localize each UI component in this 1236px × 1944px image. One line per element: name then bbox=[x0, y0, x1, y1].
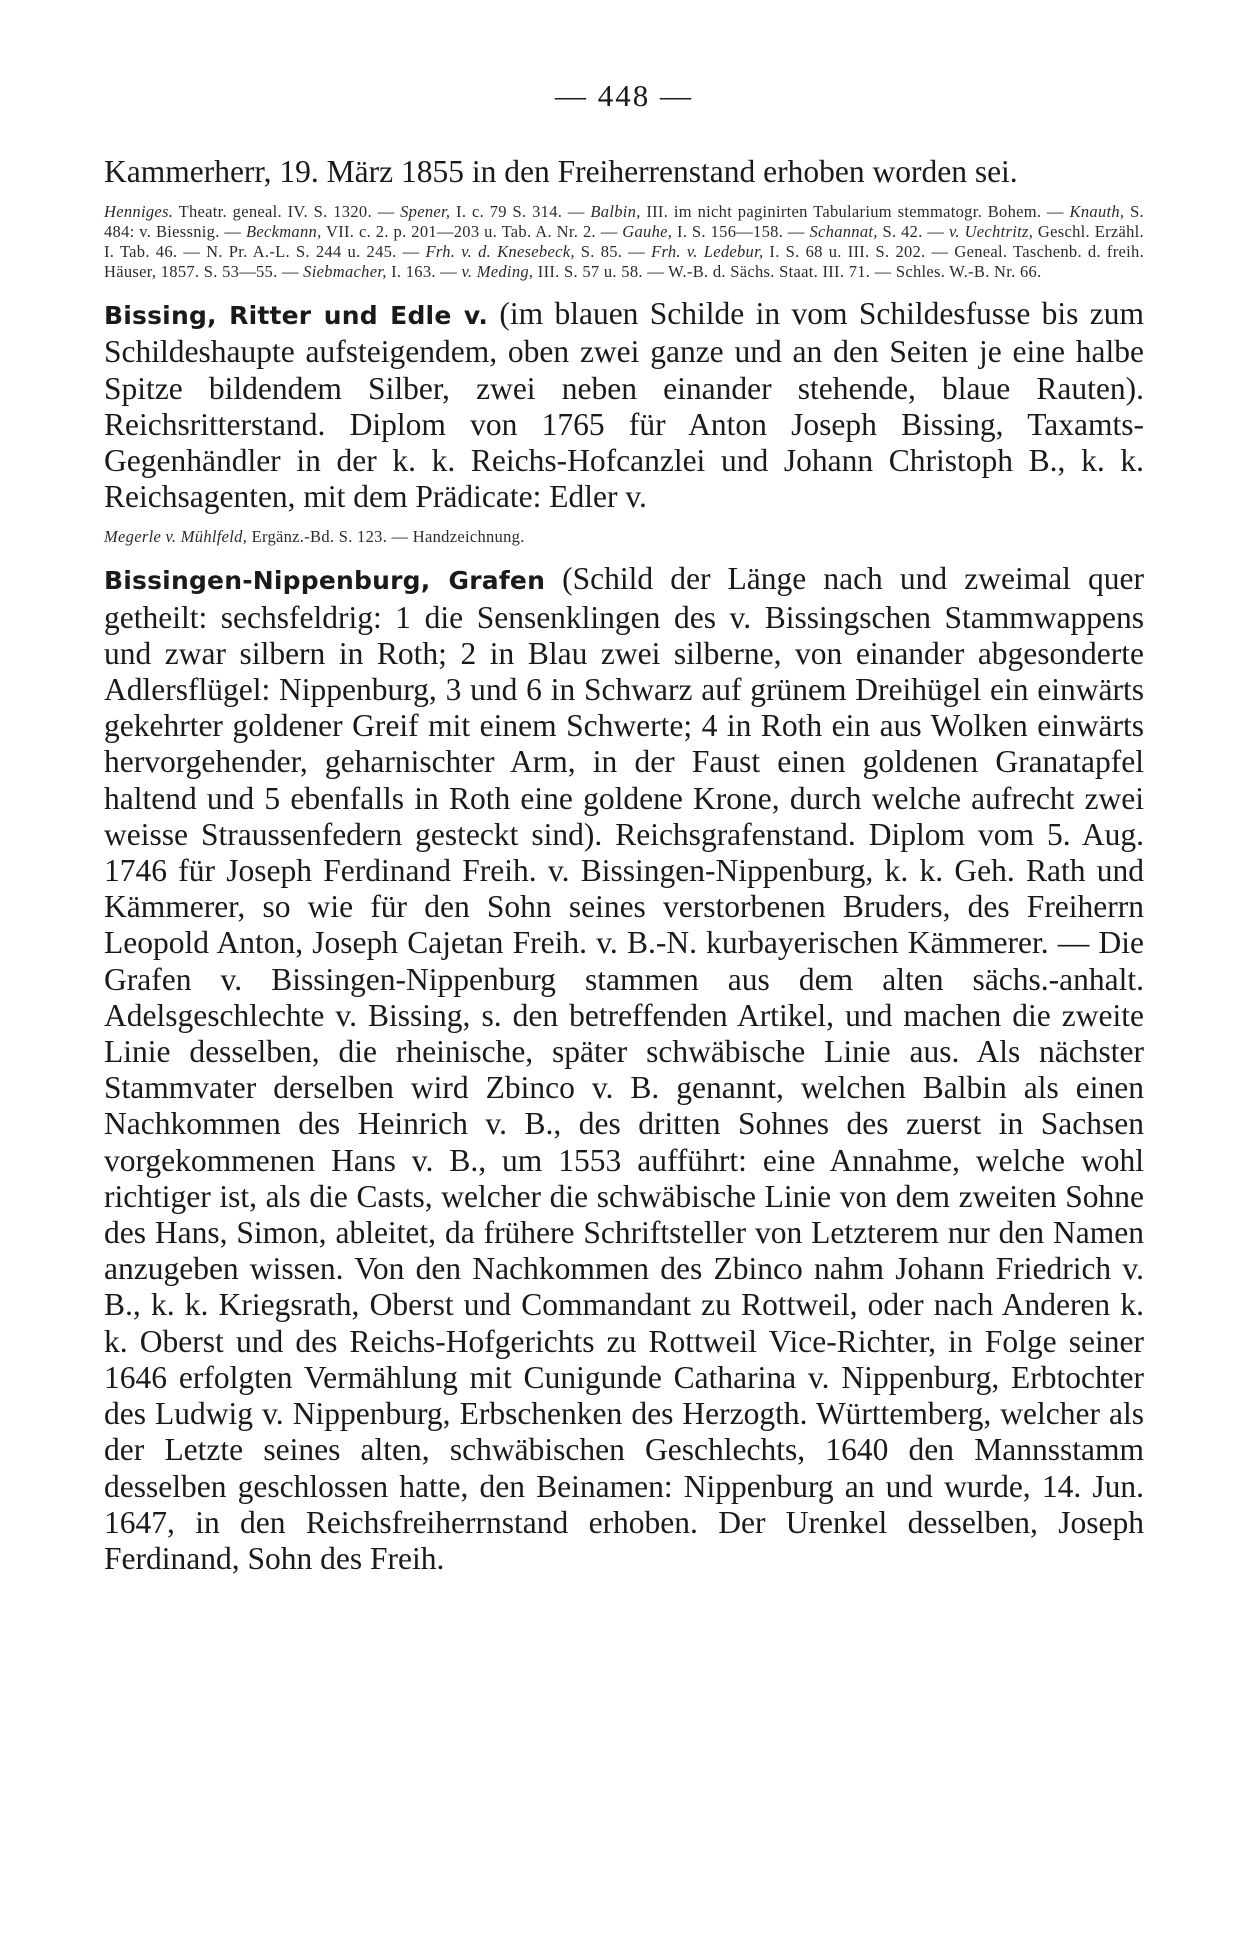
entry-bissing bbox=[104, 296, 1144, 547]
ref-text: Theatr. geneal. IV. S. 1320. — bbox=[173, 202, 401, 222]
ref-author: Henniges. bbox=[104, 202, 174, 222]
ref-text: I. c. 79 S. 314. — bbox=[450, 202, 591, 222]
book-page bbox=[104, 78, 1144, 1577]
ref-text: I. S. 68 u. III. S. 202. — Geneal. Taschenb. d. freih. Häuser, 1857. S. 53—55. — bbox=[104, 242, 1144, 282]
ref-author: v. Uechtritz, bbox=[949, 222, 1034, 242]
ref-text: I. S. 156—158. — bbox=[672, 222, 810, 242]
entry-bissingen-text bbox=[104, 561, 1144, 1577]
ref-author: Schannat, bbox=[809, 222, 878, 242]
ref-text: S. 85. — bbox=[574, 242, 652, 262]
ref-author: Gauhe, bbox=[622, 222, 673, 242]
ref-text: I. 163. — bbox=[386, 262, 462, 282]
ref-text: Geschl. Erzähl. I. Tab. 46. — N. Pr. A.-L. S. 244 u. 245. — bbox=[104, 222, 1144, 262]
ref-text: III. S. 57 u. 58. — W.-B. d. Sächs. Staat. III. 71. — Schles. W.-B. Nr. 66. bbox=[533, 262, 1042, 282]
entry-bissingen-nippenburg bbox=[104, 561, 1144, 1577]
entry-bissing-references bbox=[104, 527, 1144, 547]
ref-author: Frh. v. Ledebur, bbox=[651, 242, 764, 262]
page-number: — 448 — bbox=[555, 78, 693, 113]
entry-body: (im blauen Schilde in vom Schildesfusse bis zum Schildeshaupte aufsteigendem, oben zwei ganze und an den Seiten je eine halbe Spitze bildendem Silber, zwei neben einander stehende, blaue Rauten). Reichsritterstand. Diplom von 1765 für Anton Joseph Bissing, Taxamts-Gegenhändler in der k. k. Reichs-Hofcanzlei und Johann Christoph B., k. k. Reichsagenten, mit dem Prädicate: Edler v. bbox=[104, 296, 1144, 515]
entry-headword: Bissingen-Nippenburg, Grafen bbox=[104, 566, 546, 596]
ref-author: Spener, bbox=[400, 202, 451, 222]
ref-text: S. 42. — bbox=[877, 222, 949, 242]
ref-text: III. im nicht paginirten Tabularium stemmatogr. Bohem. — bbox=[640, 202, 1070, 222]
ref-author: Megerle v. Mühlfeld, bbox=[104, 527, 248, 547]
continuation-paragraph: Kammerherr, 19. März 1855 in den Freiherrenstand erhoben worden sei. bbox=[104, 154, 1018, 189]
ref-text: Ergänz.-Bd. S. 123. — Handzeichnung. bbox=[247, 527, 525, 547]
ref-author: Balbin, bbox=[590, 202, 641, 222]
entry-bissing-text bbox=[104, 296, 1144, 515]
ref-author: Beckmann, bbox=[245, 222, 322, 242]
ref-author: v. Meding, bbox=[461, 262, 534, 282]
ref-text: VII. c. 2. p. 201—203 u. Tab. A. Nr. 2. — bbox=[321, 222, 623, 242]
continuation-references bbox=[104, 202, 1144, 282]
ref-text: S. 484: v. Biessnig. — bbox=[104, 202, 1144, 242]
entry-body: (Schild der Länge nach und zweimal quer getheilt: sechsfeldrig: 1 die Sensenklingen des v. Bissingschen Stammwappens und zwar silbern in Roth; 2 in Blau zwei silberne, von einander abgesonderte Adlersflügel: Nippenburg, 3 und 6 in Schwarz auf grünem Dreihügel ein einwärts gekehrter goldener Greif mit einem Schwerte; 4 in Roth ein aus Wolken einwärts hervorgehender, geharnischter Arm, in der Faust einen goldenen Granatapfel haltend und 5 ebenfalls in Roth eine goldene Krone, durch welche aufrecht zwei weisse Straussenfedern gesteckt sind). Reichsgrafenstand. Diplom vom 5. Aug. 1746 für Joseph Ferdinand Freih. v. Bissingen-Nippenburg, k. k. Geh. Rath und Kämmerer, so wie für den Sohn seines verstorbenen Bruders, des Freiherrn Leopold Anton, Joseph Cajetan Freih. v. B.-N. kurbayerischen Kämmerer. — Die Grafen v. Bissingen-Nippenburg stammen aus dem alten sächs.-anhalt. Adelsgeschlechte v. Bissing, s. den betreffenden Artikel, und machen die zweite Linie desselben, die rheinische, später schwäbische Linie aus. Als nächster Stammvater derselben wird Zbinco v. B. genannt, welchen Balbin als einen Nachkommen des Heinrich v. B., des dritten Sohnes des zuerst in Sachsen vorgekommenen Hans v. B., um 1553 aufführt: eine Annahme, welche wohl richtiger ist, als die Casts, welcher die schwäbische Linie von dem zweiten Sohne des Hans, Simon, ableitet, da frühere Schriftsteller von Letzterem nur den Namen anzugeben wissen. Von den Nachkommen des Zbinco nahm Johann Friedrich v. B., k. k. Kriegsrath, Oberst und Commandant zu Rottweil, oder nach Anderen k. k. Oberst und des Reichs-Hofgerichts zu Rottweil Vice-Richter, in Folge seiner 1646 erfolgten Vermählung mit Cunigunde Catharina v. Nippenburg, Erbtochter des Ludwig v. Nippenburg, Erbschenken des Herzogth. Württemberg, welcher als der Letzte seines alten, schwäbischen Geschlechts, 1640 den Mannsstamm desselben geschlossen hatte, den Beinamen: Nippenburg an und wurde, 14. Jun. 1647, in den Reichsfreiherrnstand erhoben. Der Urenkel desselben, Joseph Ferdinand, Sohn des Freih. bbox=[104, 561, 1144, 1576]
ref-author: Knauth, bbox=[1069, 202, 1125, 222]
ref-author: Siebmacher, bbox=[303, 262, 387, 282]
entry-headword: Bissing, Ritter und Edle v. bbox=[104, 301, 489, 331]
ref-author: Frh. v. d. Knesebeck, bbox=[425, 242, 575, 262]
